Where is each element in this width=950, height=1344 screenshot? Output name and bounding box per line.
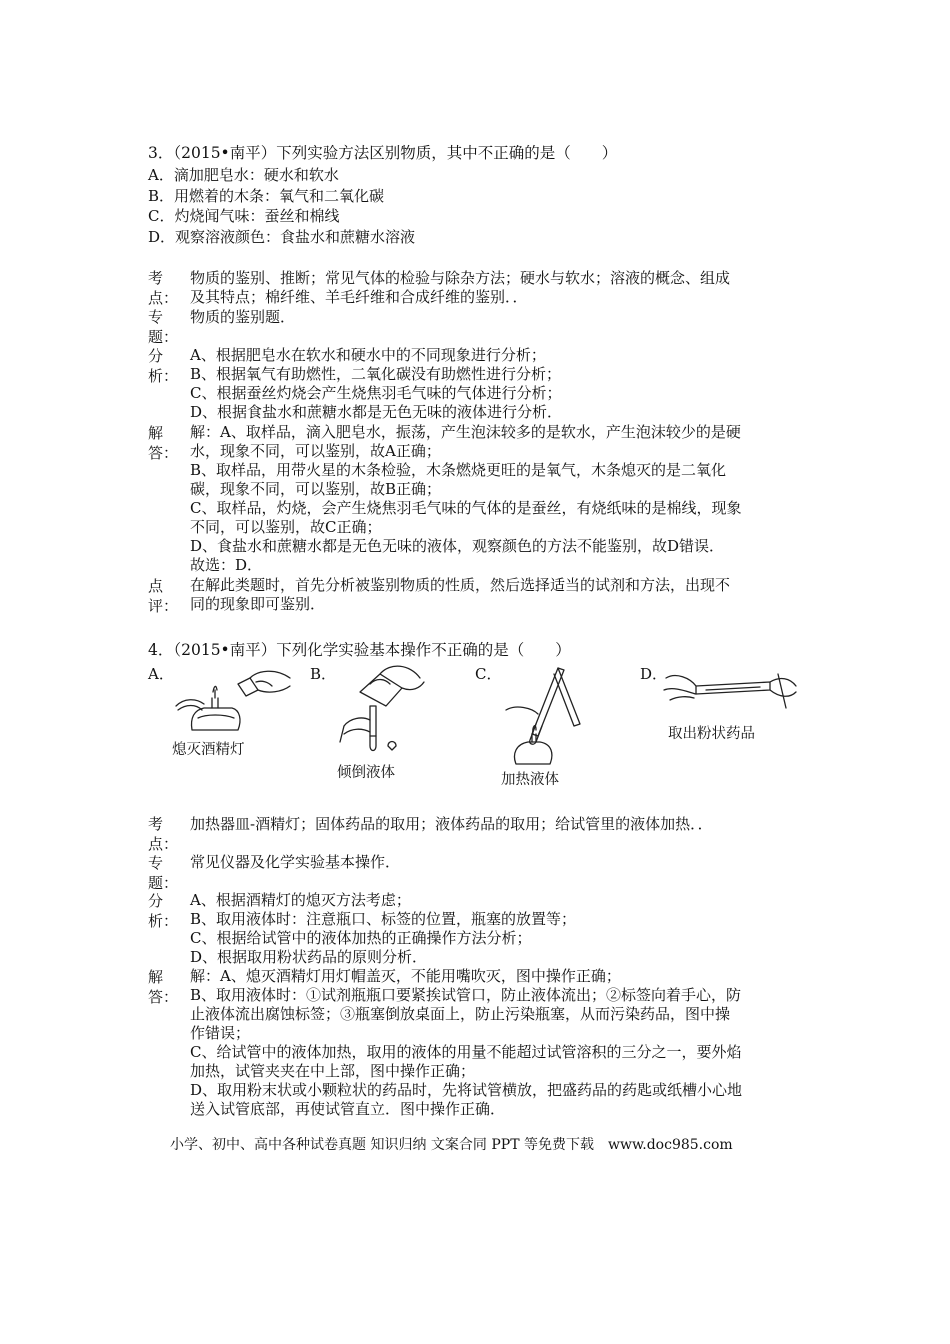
q4-stem: 4．（2015•南平）下列化学实验基本操作不正确的是（ ） bbox=[148, 641, 571, 659]
q3-zhuanti-body bbox=[190, 308, 810, 327]
pour-liquid-figure bbox=[330, 662, 426, 758]
page-footer: 小学、初中、高中各种试卷真题 知识归纳 文案合同 PPT 等免费下载 www.doc985.com bbox=[170, 1137, 733, 1153]
figure-b-caption: 倾倒液体 bbox=[337, 765, 395, 781]
q4-fenxi-line: C、根据给试管中的液体加热的正确操作方法分析； bbox=[190, 929, 532, 947]
q3-jieda-label: 解答： bbox=[148, 424, 179, 462]
q4-option-d-letter: D． bbox=[640, 665, 668, 683]
q4-fenxi-line: B、取用液体时：注意瓶口、标签的位置，瓶塞的放置等； bbox=[190, 910, 577, 928]
q3-jieda-line: C、取样品，灼烧，会产生烧焦羽毛气味的气体的是蚕丝，有烧纸味的是棉线，现象 bbox=[190, 499, 742, 517]
q4-zhuanti-label: 专题： bbox=[148, 854, 179, 892]
q4-kaodian-body bbox=[190, 815, 810, 834]
q3-stem: 3．（2015•南平）下列实验方法区别物质，其中不正确的是（ ） bbox=[148, 144, 618, 162]
q3-jieda-line: 故选：D． bbox=[190, 556, 263, 574]
q4-option-a-letter: A． bbox=[148, 665, 174, 683]
q3-fenxi-line: B、根据氧气有助燃性，二氧化碳没有助燃性进行分析； bbox=[190, 365, 562, 383]
q3-jieda-body bbox=[190, 423, 810, 575]
q3-dianping-line: 同的现象即可鉴别． bbox=[190, 595, 326, 613]
figure-d-caption: 取出粉状药品 bbox=[668, 726, 755, 742]
q4-fenxi-line: A、根据酒精灯的熄灭方法考虑； bbox=[190, 891, 411, 909]
q3-zhuanti-label: 专题： bbox=[148, 308, 179, 346]
q4-kaodian-label: 考点： bbox=[148, 815, 179, 853]
q4-jieda-line: 止液体流出腐蚀标签；③瓶塞倒放桌面上，防止污染瓶塞，从而污染药品，图中操 bbox=[190, 1005, 731, 1023]
q3-fenxi-label: 分析： bbox=[148, 347, 179, 385]
q4-zhuanti-body bbox=[190, 853, 810, 872]
q3-fenxi-body bbox=[190, 346, 810, 422]
take-powder-figure bbox=[660, 668, 800, 718]
q4-jieda-body bbox=[190, 967, 810, 1119]
q4-jieda-line: 加热，试管夹夹在中上部，图中操作正确； bbox=[190, 1062, 476, 1080]
q3-kaodian-label: 考点： bbox=[148, 269, 179, 307]
figure-c-caption: 加热液体 bbox=[501, 772, 559, 788]
q3-jieda-line: 碳，现象不同，可以鉴别，故B正确； bbox=[190, 480, 442, 498]
q3-kaodian-line: 及其特点；棉纤维、羊毛纤维和合成纤维的鉴别．． bbox=[190, 288, 528, 306]
q4-jieda-label: 解答： bbox=[148, 968, 179, 1006]
q4-jieda-line: 作错误； bbox=[190, 1024, 251, 1042]
q3-option-d: D．观察溶液颜色：食盐水和蔗糖水溶液 bbox=[148, 228, 416, 246]
q4-jieda-line: C、给试管中的液体加热，取用的液体的用量不能超过试管溶积的三分之一，要外焰 bbox=[190, 1043, 742, 1061]
q3-fenxi-line: A、根据肥皂水在软水和硬水中的不同现象进行分析； bbox=[190, 346, 546, 364]
q4-fenxi-line: D、根据取用粉状药品的原则分析． bbox=[190, 948, 428, 966]
q3-jieda-line: D、食盐水和蔗糖水都是无色无味的液体，观察颜色的方法不能鉴别，故D错误． bbox=[190, 537, 725, 555]
q3-option-b: B．用燃着的木条：氧气和二氧化碳 bbox=[148, 187, 385, 205]
q3-dianping-body bbox=[190, 576, 810, 614]
figure-a-caption: 熄灭酒精灯 bbox=[172, 742, 245, 758]
q3-kaodian-body bbox=[190, 269, 810, 307]
q4-jieda-line: B、取用液体时：①试剂瓶瓶口要紧挨试管口，防止液体流出；②标签向着手心，防 bbox=[190, 986, 742, 1004]
q3-jieda-line: B、取样品，用带火星的木条检验，木条燃烧更旺的是氧气，木条熄灭的是二氧化 bbox=[190, 461, 727, 479]
q3-fenxi-line: D、根据食盐水和蔗糖水都是无色无味的液体进行分析． bbox=[190, 403, 563, 421]
q4-option-b-letter: B． bbox=[310, 665, 337, 683]
q3-option-c: C．灼烧闻气味：蚕丝和棉线 bbox=[148, 207, 340, 225]
q3-zhuanti-line: 物质的鉴别题． bbox=[190, 308, 296, 326]
q4-fenxi-label: 分析： bbox=[148, 892, 179, 930]
alcohol-lamp-extinguish-figure bbox=[172, 668, 294, 738]
q3-jieda-line: 解：A、取样品，滴入肥皂水，振荡，产生泡沫较多的是软水，产生泡沫较少的是硬 bbox=[190, 423, 741, 441]
q4-option-c-letter: C． bbox=[475, 665, 502, 683]
q4-jieda-line: 解：A、熄灭酒精灯用灯帽盖灭，不能用嘴吹灭，图中操作正确； bbox=[190, 967, 621, 985]
q3-fenxi-line: C、根据蚕丝灼烧会产生烧焦羽毛气味的气体进行分析； bbox=[190, 384, 562, 402]
q3-dianping-label: 点评： bbox=[148, 577, 179, 615]
q4-fenxi-body bbox=[190, 891, 810, 967]
q3-kaodian-line: 物质的鉴别、推断；常见气体的检验与除杂方法；硬水与软水；溶液的概念、组成 bbox=[190, 269, 731, 287]
q4-zhuanti-line: 常见仪器及化学实验基本操作． bbox=[190, 853, 401, 871]
q3-option-a: A．滴加肥皂水：硬水和软水 bbox=[148, 166, 339, 184]
q3-jieda-line: 水，现象不同，可以鉴别，故A正确； bbox=[190, 442, 441, 460]
heat-liquid-figure bbox=[498, 664, 586, 768]
q3-jieda-line: 不同，可以鉴别，故C正确； bbox=[190, 518, 382, 536]
q4-jieda-line: D、取用粉末状或小颗粒状的药品时，先将试管横放，把盛药品的药匙或纸槽小心地 bbox=[190, 1081, 743, 1099]
q3-dianping-line: 在解此类题时，首先分析被鉴别物质的性质，然后选择适当的试剂和方法，出现不 bbox=[190, 576, 731, 594]
q4-kaodian-line: 加热器皿-酒精灯；固体药品的取用；液体药品的取用；给试管里的液体加热．． bbox=[190, 815, 713, 833]
q4-jieda-line: 送入试管底部，再使试管直立．图中操作正确． bbox=[190, 1100, 506, 1118]
